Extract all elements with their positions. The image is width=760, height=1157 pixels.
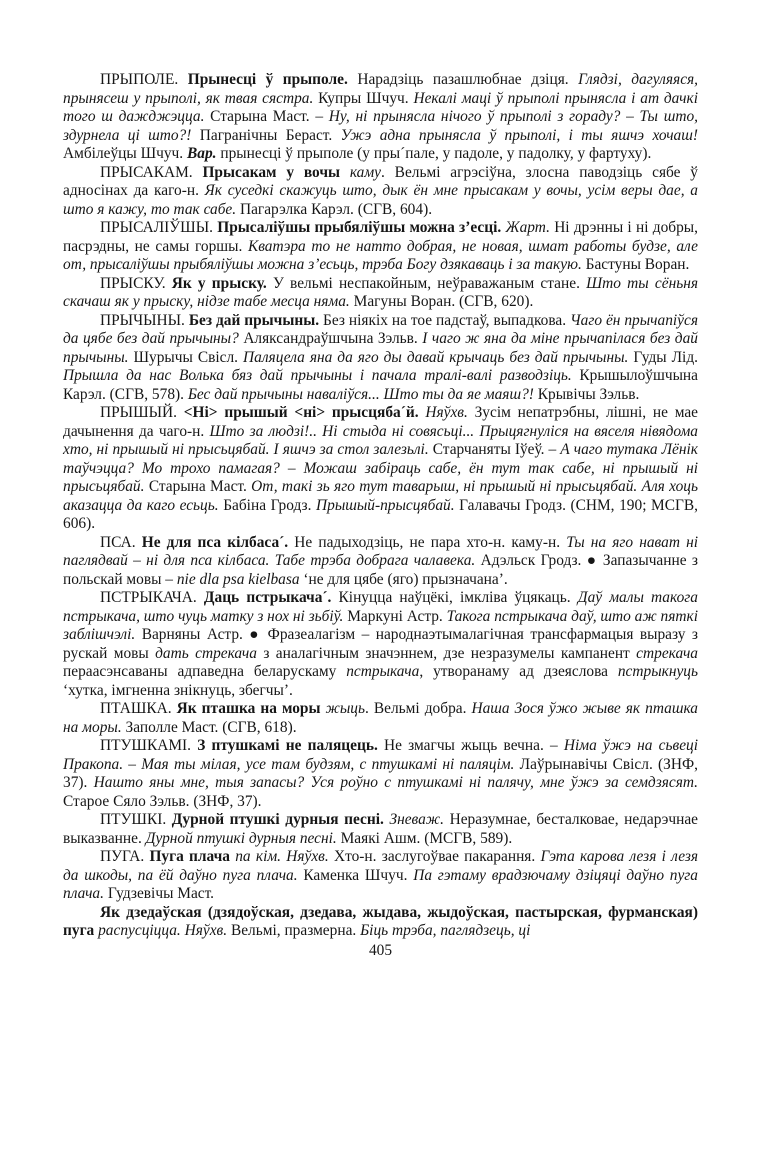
dictionary-entry xyxy=(63,164,698,220)
text-run: . Вельмі добра. xyxy=(365,700,472,717)
text-run: ПРЫШЫЙ. xyxy=(100,404,184,421)
text-run: Заполле Маст. (СГВ, 618). xyxy=(125,718,297,736)
text-run: Такога пстрыкача даў, што аж пяткі заблішчэлі. xyxy=(63,607,698,643)
text-run: Старое Сяло Зэльв. (ЗНФ, 37). xyxy=(63,792,262,810)
text-run: . Вельмі агрэсіўна, злосна паводзіць сябе ў адносінах да каго-н. xyxy=(63,163,698,199)
dictionary-entry xyxy=(63,589,698,700)
text-run: Прышла да нас Волька бяз дай прычыны і пачала тралі-валі разводзіць. xyxy=(63,367,580,384)
text-run: распусціцца. Няўхв. xyxy=(98,922,231,939)
text-run: Як пташка на моры xyxy=(176,700,326,717)
text-run: nie dla psa kielbasa xyxy=(176,570,304,588)
text-run: ПРЫСАКАМ. xyxy=(100,163,203,181)
text-run: Пагарэлка Карэл. (СГВ, 604). xyxy=(239,200,433,218)
entries-container xyxy=(63,71,698,941)
text-run: па кім. Няўхв. xyxy=(235,848,334,865)
text-run: Кватэра то не натто добрая, не новая, шмат работы будзе, але от, прысаліўшы прыбяліўшы можна з’есьць, трэба Богу дзякаваць і за такую. xyxy=(63,237,698,273)
text-run: Гуды Лід. xyxy=(633,348,699,366)
text-run: Старчаняты Іўеў. xyxy=(432,441,549,458)
text-run: , утворанаму ад дзеяслова xyxy=(419,663,618,680)
text-run: Зусім непатрэбны, лішні, не мае дачынення да чаго-н. xyxy=(63,404,699,440)
text-run: Без дай прычыны. xyxy=(188,311,324,329)
text-run: Без ніякіх на тое падстаў, выпадкова. xyxy=(323,311,571,329)
text-run: – Німа ўжэ на сьвеці Пракопа. – Мая ты мілая, усе там будзям, с птушкамі ні паляцім. xyxy=(63,737,699,773)
text-run: жыць xyxy=(325,700,365,717)
text-run: З птушкамі не паляцець. xyxy=(197,737,385,754)
text-run: Біць трэба, паглядзець, ці xyxy=(360,922,531,939)
text-run: Дурной птушкі дурныя песні. xyxy=(171,811,390,828)
dictionary-entry xyxy=(63,275,698,312)
text-run: Старына Маст. xyxy=(148,478,252,495)
dictionary-entry xyxy=(63,312,698,405)
text-run: І чаго ж яна да міне прычапілася без дай прычыны. xyxy=(63,330,698,366)
text-run: Дурной птушкі дурныя песні. xyxy=(145,829,341,847)
text-run: Ні дрэнны і ні добры, пасрэдны, не самы горшы. xyxy=(63,219,698,255)
text-run: Неразумнае, бесталковае, недарэчнае выказванне. xyxy=(63,811,699,847)
text-run: ПРЫСКУ. xyxy=(100,274,172,292)
text-run: Маякі Ашм. (МСГВ, 589). xyxy=(340,829,513,847)
dictionary-entry xyxy=(63,737,698,811)
text-run: Вельмі, празмерна. xyxy=(230,922,361,939)
text-run: Як дзедаўская (дзядоўская, дзедава, жыдава, жыдоўская, пастырская, фурманская) пуга xyxy=(63,903,698,939)
text-run: Гэта карова лезя і лезя да шкоды, па ёй даўно пуга плача. xyxy=(63,848,698,884)
text-run: Хто-н. заслугоўвае пакарання. xyxy=(333,848,541,865)
text-run: ПСА. xyxy=(100,533,142,551)
text-run: Нарадзіць пазашлюбнае дзіця. xyxy=(357,71,579,88)
text-run: Бастуны Воран. xyxy=(585,256,690,273)
text-run: ПТУШКАМІ. xyxy=(100,737,198,754)
text-run: ‘не для цябе (яго) прызначана’. xyxy=(303,570,508,588)
text-run: Не змагчы жыць вечна. xyxy=(384,737,551,754)
text-run: Купры Шчуч. xyxy=(318,89,414,107)
text-run: Крывічы Зэльв. xyxy=(537,385,640,403)
text-run: Не падыходзіць, не пара хто-н. каму-н. xyxy=(294,533,567,551)
text-run: Амбілеўцы Шчуч. xyxy=(63,145,187,162)
text-run: Няўхв. xyxy=(425,404,475,421)
text-run: каму xyxy=(349,163,382,181)
text-run: Даў малы такога пстрыкача, што чуць матку з нох ні зьбіў. xyxy=(63,589,699,625)
text-run: Бес дай прычыны наваліўся... Што ты да яе маяш?! xyxy=(187,385,538,403)
text-run: Па гэтаму врадзючаму дзіцяці даўно пуга плача. xyxy=(63,866,699,902)
text-run: Прысакам у вочы xyxy=(202,163,350,181)
text-run: Пагранічны Бераст. xyxy=(199,126,341,144)
text-run: Адэльск Гродз. ● Запазычанне з польскай мовы – xyxy=(63,552,698,588)
text-run: <Ні> прышый <ні> прысцяба´й. xyxy=(183,404,426,421)
text-run: Маркуні Астр. xyxy=(347,607,447,625)
text-run: Ужэ адна прынясла ў прыполі, і ты яшчэ хочаш! xyxy=(340,126,698,144)
text-run: Галавачы Гродз. (СНМ, 190; МСГВ, 606). xyxy=(63,496,699,532)
text-run: Наша Зося ўжо жыве як пташка на моры. xyxy=(63,700,698,736)
text-run: ПРЫПОЛЕ. xyxy=(100,71,188,88)
text-run: ПТУШКІ. xyxy=(100,811,172,828)
text-run: Прысаліўшы прыбяліўшы можна з’есці. xyxy=(217,219,506,236)
text-run: ПРЫСАЛІЎШЫ. xyxy=(100,219,218,236)
text-run: Жарт. xyxy=(505,219,555,236)
text-run: Пуга плача xyxy=(149,848,236,865)
dictionary-entry xyxy=(63,904,698,941)
text-run: Зневаж. xyxy=(389,811,450,828)
text-run: стрекача xyxy=(636,644,698,662)
dictionary-entry xyxy=(63,848,698,904)
text-run: ПРЫЧЫНЫ. xyxy=(100,311,189,329)
text-run: Вар. xyxy=(187,145,221,162)
text-run: ПТАШКА. xyxy=(100,700,177,717)
text-run: Кінуцца наўцёкі, імкліва ўцякаць. xyxy=(338,589,578,606)
text-run: ПУГА. xyxy=(100,848,150,865)
text-run: Прынесці ў прыполе. xyxy=(187,71,358,88)
text-run: ‘хутка, імгненна знікнуць, збегчы’. xyxy=(63,681,293,699)
dictionary-entry xyxy=(63,219,698,275)
text-run: пстрыкнуць xyxy=(617,663,698,680)
text-run: Не для пса кілбаса´. xyxy=(141,533,295,551)
text-run: пераасэнсаваны адпаведна беларускаму xyxy=(63,663,347,680)
text-run: Варняны Астр. ● Фразеалагізм – народнаэтымалагічная трансфармацыя выразу з рускай мовы xyxy=(63,626,698,662)
text-run: Некалі маці ў прыполі прынясла і ат дачкі того ш дажджэцца. xyxy=(63,89,698,125)
text-run: Прышый-прысцябай. xyxy=(316,496,460,514)
text-run: Як суседкі скажуць што, дык ён мне прысакам у вочы, усім веры дае, а што я кажу, то так сабе. xyxy=(63,182,698,218)
text-run: Бабіна Гродз. xyxy=(223,496,317,514)
text-run: – А чаго тутака Лёнік таўчэцца? Мо трохо памагая? – Можаш забіраць сабе, ён тут так сабе, ні прышый ні прысьцябай. xyxy=(63,441,698,495)
dictionary-entry xyxy=(63,811,698,848)
dictionary-entry xyxy=(63,404,698,534)
text-run: Крышылоўшчына Карэл. (СГВ, 578). xyxy=(63,367,698,403)
dictionary-entry xyxy=(63,700,698,737)
page-number: 405 xyxy=(368,941,393,959)
text-run: Чаго ён прычапіўся да цябе без дай прычыны? xyxy=(63,311,698,347)
text-run: пстрыкача xyxy=(346,663,420,680)
dictionary-entry xyxy=(63,71,698,164)
text-run: прынесці ў прыполе (у пры´пале, у падоле, у падолку, у фартуху). xyxy=(220,145,652,162)
text-run: От, такі зь яго тут таварыш, ні прышый ні прысьцябай. Аля хоць аказацца да каго есьць. xyxy=(63,478,699,514)
text-run: з аналагічным значэннем, дзе незразумелы кампанент xyxy=(263,644,637,662)
text-run: Магуны Воран. (СГВ, 620). xyxy=(353,293,534,310)
text-run: Даць пстрыкача´. xyxy=(203,589,339,606)
text-run: Што ты сёньня скачаш як у прыску, нідзе табе месца няма. xyxy=(63,274,698,310)
text-run: – Ну, ні прынясла нічого ў прыполі з гораду? – Ты што, здурнела ці што?! xyxy=(63,108,698,144)
text-run: Ты на яго нават ні паглядвай – ні для пса кілбаса. Табе трэба добрага чалавека. xyxy=(63,533,698,569)
text-run: Глядзі, дагуляяся, прынясеш у прыполі, як твая сястра. xyxy=(63,71,699,107)
text-run: Гудзевічы Маст. xyxy=(107,885,215,902)
text-run: Што за людзі!.. Ні стыда ні совясьці... Прыцягнуліся на вяселя нівядома хто, ні прышый ні прысьцябай. І яшчэ за стол залезьлі. xyxy=(63,422,699,458)
text-run: Паляцела яна да яго ды давай крычаць без дай прычыны. xyxy=(243,348,634,366)
text-run: У вельмі неспакойным, неўраважаным стане. xyxy=(272,274,587,292)
text-run: Лаўрынавічы Свісл. (ЗНФ, 37). xyxy=(63,755,698,791)
dictionary-entry xyxy=(63,534,698,590)
text-run: Як у прыску. xyxy=(171,274,273,292)
text-run: Каменка Шчуч. xyxy=(303,866,414,884)
text-run: ПСТРЫКАЧА. xyxy=(100,589,204,606)
text-run: Старына Маст. xyxy=(210,108,316,125)
text-run: Нашто яны мне, тыя запасы? Уся роўно с птушкамі ні палячу, мне ўжэ за семдзясят. xyxy=(93,774,698,791)
text-run: Шурычы Свісл. xyxy=(133,348,244,366)
text-run: Аляксандраўшчына Зэльв. xyxy=(243,330,423,347)
text-run: дать стрекача xyxy=(155,644,264,662)
